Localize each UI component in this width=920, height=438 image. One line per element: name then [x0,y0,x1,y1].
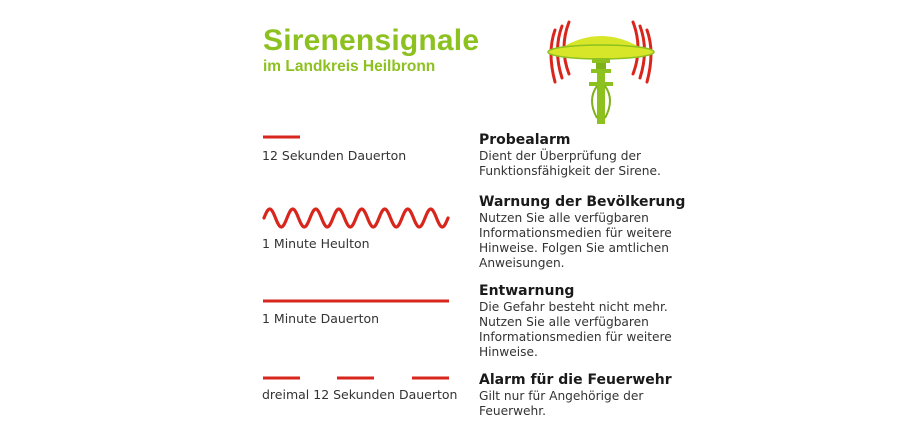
signal-text-line: Feuerwehr. [479,404,547,418]
signal-text [479,300,709,360]
signal-text [479,149,709,179]
signal-text-line: Informationsmedien für weitere [479,226,672,240]
signal-description [479,372,709,419]
signal-duration-label: dreimal 12 Sekunden Dauerton [262,387,458,402]
signal-description [479,132,709,179]
short-steady-tone-signal-icon [262,134,302,140]
signal-title: Probealarm [479,132,571,148]
signal-duration-label: 12 Sekunden Dauerton [262,148,407,163]
signal-text [479,389,709,419]
signal-text-line: Funktionsfähigkeit der Sirene. [479,164,661,178]
signal-description [479,194,709,271]
signal-title: Warnung der Bevölkerung [479,194,686,210]
signal-title: Alarm für die Feuerwehr [479,372,672,388]
signal-text-line: Hinweise. Folgen Sie amtlichen [479,241,670,255]
signal-text-line: Dient der Überprüfung der [479,149,641,163]
signal-text-line: Anweisungen. [479,256,565,270]
wave-tone-signal-icon [262,204,452,232]
signal-duration-label: 1 Minute Dauerton [262,311,380,326]
signal-duration-label: 1 Minute Heulton [262,236,370,251]
signal-text-line: Die Gefahr besteht nicht mehr. [479,300,668,314]
page-title: Sirenensignale [263,24,480,57]
signal-text-line: Hinweise. [479,345,538,359]
siren-icon [545,14,657,126]
page-subtitle: im Landkreis Heilbronn [263,58,436,75]
signal-text [479,211,709,271]
signal-text-line: Gilt nur für Angehörige der [479,389,644,403]
long-steady-tone-signal-icon [262,298,452,304]
signal-text-line: Informationsmedien für weitere [479,330,672,344]
signal-text-line: Nutzen Sie alle verfügbaren [479,315,649,329]
signal-text-line: Nutzen Sie alle verfügbaren [479,211,649,225]
signal-title: Entwarnung [479,283,575,299]
triple-tone-signal-icon [262,375,452,381]
signal-description [479,283,709,360]
